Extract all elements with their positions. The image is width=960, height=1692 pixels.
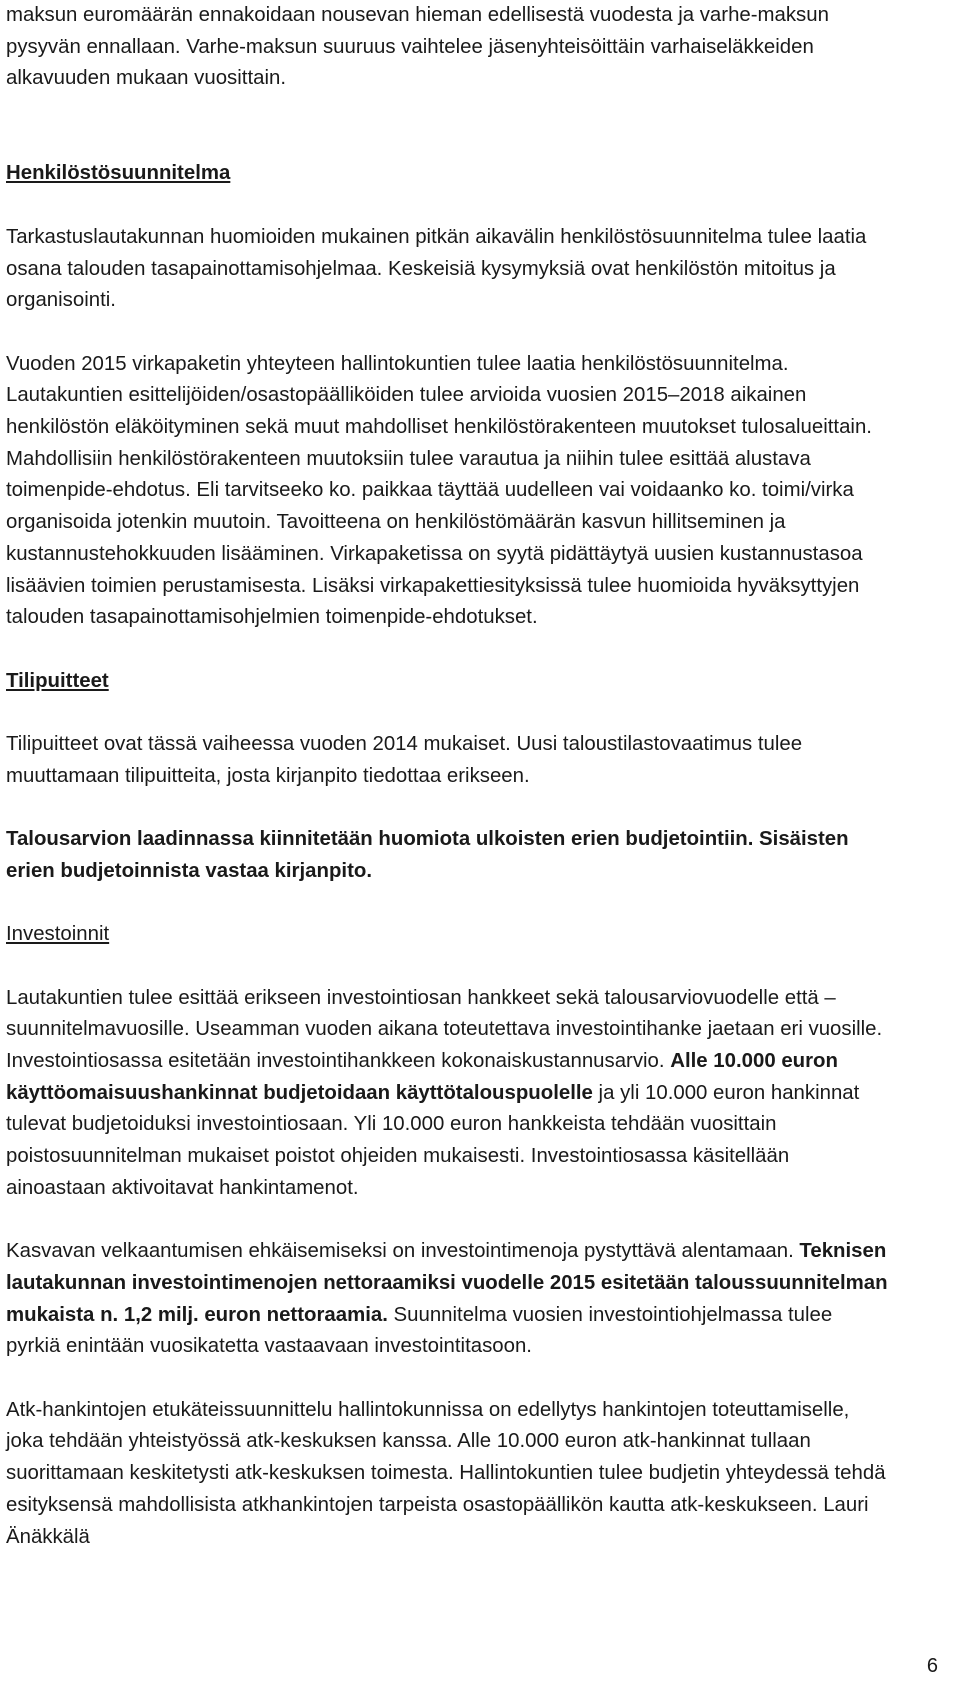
investoinnit-p2-text-c: Suunnitelma vuosien investointiohjelmassa tulee pyrkiä enintään vuosikatetta vastaavaan investointitasoon. (6, 1303, 833, 1358)
investoinnit-p2-bold: Teknisen lautakunnan investointimenojen nettoraamiksi vuodelle 2015 esitetään taloussuunnitelman mukaista n. 1,2 milj. euron nettoraamia. (6, 1240, 888, 1326)
investoinnit-p1-text-a: Lautakuntien tulee esittää erikseen investointiosan hankkeet sekä talousarviovuodelle että – suunnitelmavuosille. Useamman vuoden aikana toteutettava investointihanke jaetaan eri vuosille. Investointiosassa esitetään investointihankkeen kokonaiskustannusarvio. (6, 986, 883, 1073)
investoinnit-p1-bold: Alle 10.000 euron käyttöomaisuushankinnat budjetoidaan käyttötalouspuolelle (6, 1050, 838, 1104)
section-heading-investoinnit: Investoinnit (6, 923, 110, 946)
investoinnit-paragraph-2 (6, 1236, 888, 1363)
investoinnit-paragraph-3: Atk-hankintojen etukäteissuunnittelu hallintokunnissa on edellytys hankintojen toteuttamiselle, joka tehdään yhteistyössä atk-keskuksen kanssa. Alle 10.000 euron atk-hankinnat tullaan suorittamaan keskitetysti atk-keskuksen toimesta. Hallintokuntien tulee budjetin yhteydessä tehdä esityksensä mahdollisista atkhankintojen tarpeista osastopäällikön kautta atk-keskukseen. Lauri Änäkkälä (6, 1398, 886, 1548)
intro-paragraph: maksun euromäärän ennakoidaan nousevan hieman edellisestä vuodesta ja varhe-maksun pysyvän ennallaan. Varhe-maksun suuruus vaihtelee jäsenyhteisöittäin varhaiseläkkeiden alkavuuden mukaan vuosittain. (6, 4, 829, 90)
investoinnit-p2-text-a: Kasvavan velkaantumisen ehkäisemiseksi on investointimenoja pystyttävä alentamaan. (6, 1240, 800, 1263)
document-page (6, 0, 888, 1553)
henkilosto-paragraph-1: Tarkastuslautakunnan huomioiden mukainen pitkän aikavälin henkilöstösuunnitelma tulee laatia osana talouden tasapainottamisohjelmaa. Keskeisiä kysymyksiä ovat henkilöstön mitoitus ja organisointi. (6, 225, 867, 312)
page-number: 6 (926, 1655, 938, 1677)
section-heading-henkilostosuunnitelma: Henkilöstösuunnitelma (6, 162, 231, 185)
tilipuitteet-paragraph-2: Talousarvion laadinnassa kiinnitetään huomiota ulkoisten erien budjetointiin. Sisäisten erien budjetoinnista vastaa kirjanpito. (6, 828, 849, 882)
henkilosto-paragraph-2: Vuoden 2015 virkapaketin yhteyteen hallintokuntien tulee laatia henkilöstösuunnitelma. Lautakuntien esittelijöiden/osastopäälliköiden tulee arvioida vuosien 2015–2018 aikainen henkilöstön eläköityminen sekä muut mahdolliset henkilöstörakenteen muutokset tulosalueittain. Mahdollisiin henkilöstörakenteen muutoksiin tulee varautua ja niihin tulee esittää alustava toimenpide-ehdotus. Eli tarvitseeko ko. paikkaa täyttää uudelleen vai voidaanko ko. toimi/virka organisoida jotenkin muutoin. Tavoitteena on henkilöstömäärän kasvun hillitseminen ja kustannustehokkuuden lisääminen. Virkapaketissa on syytä pidättäytyä uusien kustannustasoa lisäävien toimien perustamisesta. Lisäksi virkapakettiesityksissä tulee huomioida hyväksyttyjen talouden tasapainottamisohjelmien toimenpide-ehdotukset. (6, 352, 872, 629)
section-heading-tilipuitteet: Tilipuitteet (6, 669, 109, 692)
investoinnit-p1-text-c: ja yli 10.000 euron hankinnat tulevat budjetoiduksi investointiosaan. Yli 10.000 euron hankkeista tehdään vuosittain poistosuunnitelman mukaiset poistot ohjeiden mukaisesti. Investointiosassa käsitellään ainoastaan aktivoitavat hankintamenot. (6, 1081, 860, 1199)
tilipuitteet-paragraph-1: Tilipuitteet ovat tässä vaiheessa vuoden 2014 mukaiset. Uusi taloustilastovaatimus tulee muuttamaan tilipuitteita, josta kirjanpito tiedottaa erikseen. (6, 733, 803, 787)
investoinnit-paragraph-1 (6, 983, 888, 1205)
